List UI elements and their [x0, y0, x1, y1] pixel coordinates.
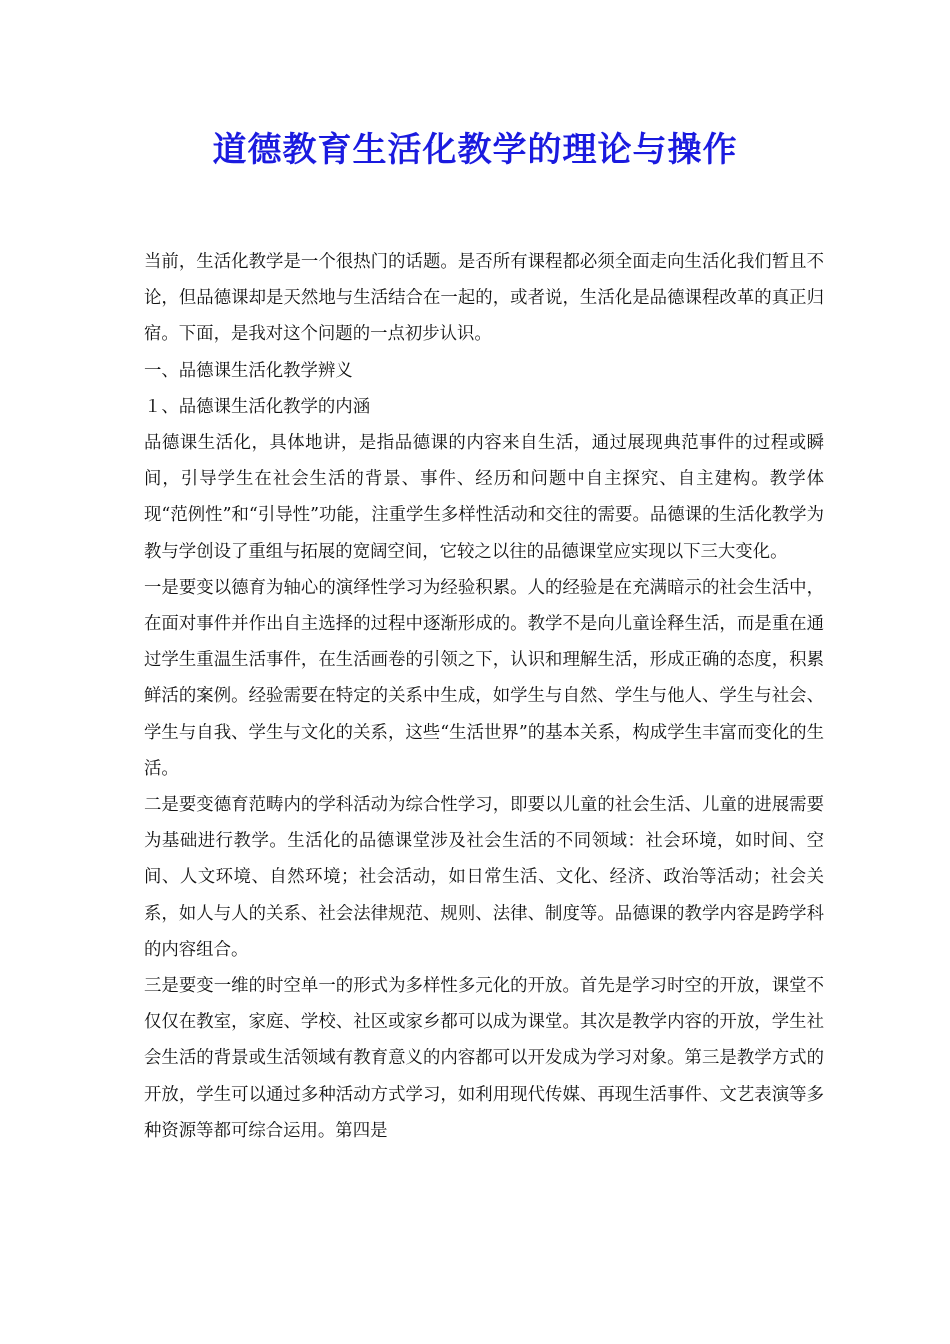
body-paragraph: 二是要变德育范畴内的学科活动为综合性学习，即要以儿童的社会生活、儿童的进展需要为基础进行教学。生活化的品德课堂涉及社会生活的不同领域：社会环境，如时间、空间、人文环境、自然环境；社会活动，如日常生活、文化、经济、政治等活动；社会关系，如人与人的关系、社会法律规范、规则、法律、制度等。品德课的教学内容是跨学科的内容组合。	[144, 795, 824, 960]
body-paragraph: 三是要变一维的时空单一的形式为多样性多元化的开放。首先是学习时空的开放，课堂不仅仅在教室，家庭、学校、社区或家乡都可以成为课堂。其次是教学内容的开放，学生社会生活的背景或生活领域有教育意义的内容都可以开发成为学习对象。第三是教学方式的开放，学生可以通过多种活动方式学习，如利用现代传媒、再现生活事件、文艺表演等多种资源等都可综合运用。第四是	[144, 976, 824, 1141]
section-heading: 一、品德课生活化教学辨义	[144, 360, 353, 381]
document-body	[144, 244, 824, 1149]
body-paragraph: 一是要变以德育为轴心的演绎性学习为经验积累。人的经验是在充满暗示的社会生活中，在面对事件并作出自主选择的过程中逐渐形成的。教学不是向儿童诠释生活，而是重在通过学生重温生活事件，在生活画卷的引领之下，认识和理解生活，形成正确的态度，积累鲜活的案例。经验需要在特定的关系中生成，如学生与自然、学生与他人、学生与社会、学生与自我、学生与文化的关系，这些“生活世界”的基本关系，构成学生丰富而变化的生活。	[144, 577, 824, 779]
page-title: 道德教育生活化教学的理论与操作	[212, 130, 738, 170]
intro-paragraph: 当前，生活化教学是一个很热门的话题。是否所有课程都必须全面走向生活化我们暂且不论，但品德课却是天然地与生活结合在一起的，或者说，生活化是品德课程改革的真正归宿。下面，是我对这个问题的一点初步认识。	[144, 252, 824, 345]
subsection-heading: １、品德课生活化教学的内涵	[144, 396, 371, 417]
body-paragraph: 品德课生活化，具体地讲，是指品德课的内容来自生活，通过展现典范事件的过程或瞬间，引导学生在社会生活的背景、事件、经历和问题中自主探究、自主建构。教学体现“范例性”和“引导性”功能，注重学生多样性活动和交往的需要。品德课的生活化教学为教与学创设了重组与拓展的宽阔空间，它较之以往的品德课堂应实现以下三大变化。	[144, 433, 824, 562]
